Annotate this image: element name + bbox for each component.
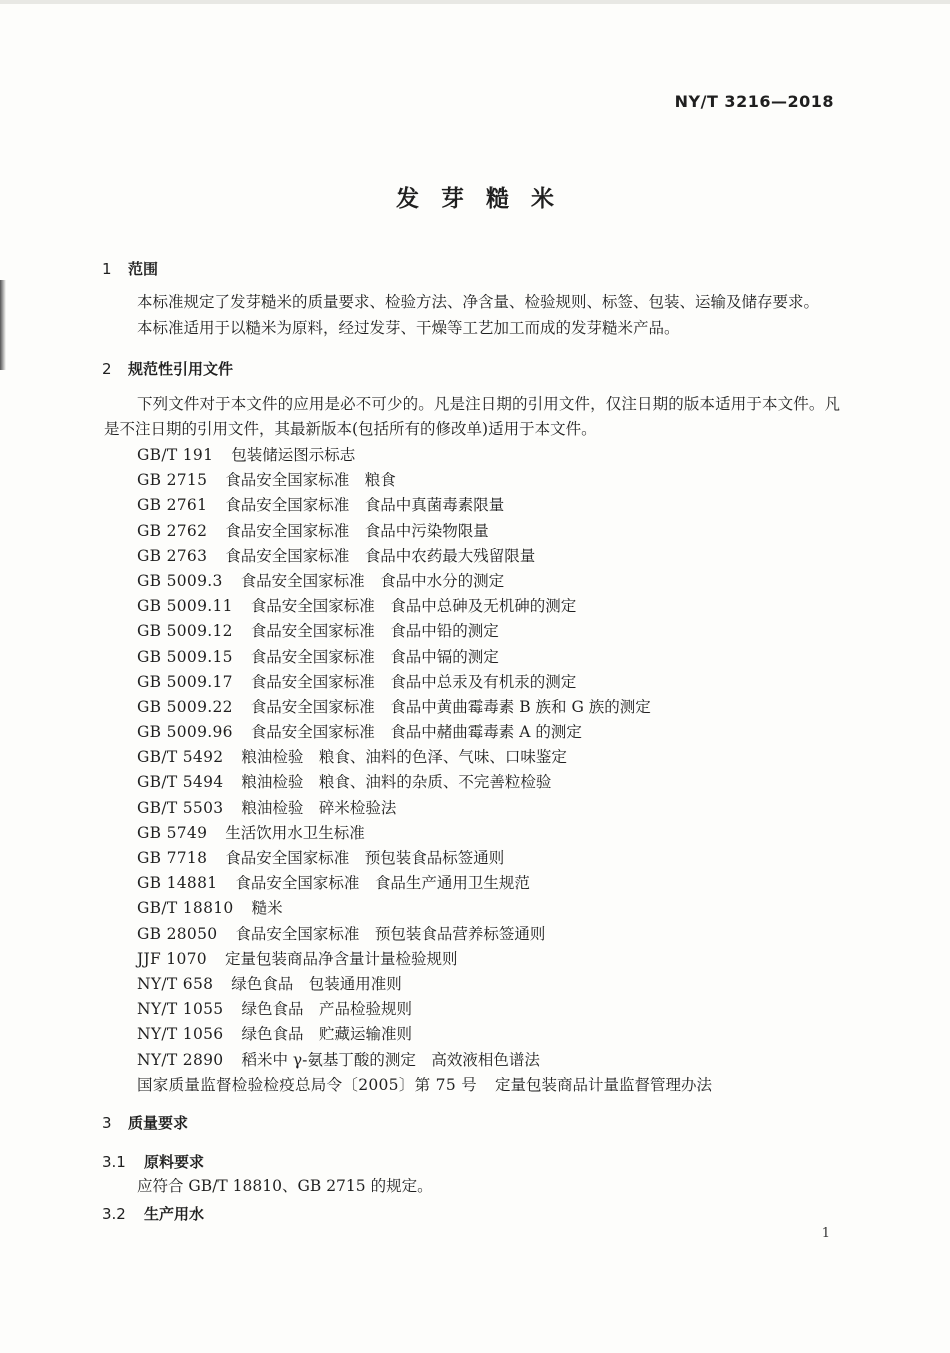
reference-title: 糙米 <box>251 899 283 918</box>
reference-code: NY/T 658 <box>137 974 214 993</box>
reference-code: GB/T 18810 <box>137 899 234 918</box>
reference-item <box>137 745 712 770</box>
document-title: 发芽糙米 <box>396 186 576 212</box>
reference-title: 食品安全国家标准 食品中农药最大残留限量 <box>225 546 536 565</box>
reference-title: 定量包装商品计量监督管理办法 <box>495 1075 713 1094</box>
reference-item <box>137 594 712 619</box>
reference-code: GB/T 5503 <box>137 798 224 817</box>
reference-title: 食品安全国家标准 食品中镉的测定 <box>250 647 499 666</box>
reference-title: 食品安全国家标准 食品中水分的测定 <box>240 571 505 590</box>
section-3-heading <box>102 1112 188 1133</box>
reference-code: GB/T 5494 <box>137 773 224 792</box>
reference-code: GB 2763 <box>137 546 208 565</box>
reference-title: 绿色食品 产品检验规则 <box>241 1000 412 1019</box>
reference-item <box>137 443 712 468</box>
reference-title: 食品安全国家标准 食品中真菌毒素限量 <box>225 496 505 515</box>
reference-code: JJF 1070 <box>137 949 207 968</box>
page-number: 1 <box>821 1226 830 1241</box>
reference-title: 粮油检验 碎米检验法 <box>241 798 397 817</box>
section-title: 规范性引用文件 <box>128 360 234 378</box>
references-intro: 下列文件对于本文件的应用是必不可少的。凡是注日期的引用文件，仅注日期的版本适用于本文件。凡是不注日期的引用文件，其最新版本(包括所有的修改单)适用于本文件。 <box>104 395 840 438</box>
reference-code: GB/T 5492 <box>137 748 224 767</box>
reference-item <box>137 569 712 594</box>
reference-title: 食品安全国家标准 食品中总砷及无机砷的测定 <box>250 597 577 616</box>
reference-title: 粮油检验 粮食、油料的杂质、不完善粒检验 <box>241 773 552 792</box>
reference-code: GB 5009.15 <box>137 647 233 666</box>
reference-title: 食品安全国家标准 预包装食品营养标签通则 <box>235 924 546 943</box>
reference-title: 食品安全国家标准 食品中赭曲霉毒素 A 的测定 <box>250 723 582 742</box>
reference-title: 食品安全国家标准 食品中污染物限量 <box>225 521 489 540</box>
scan-edge-top <box>0 0 950 4</box>
reference-item <box>137 544 712 569</box>
reference-title: 包装储运图示标志 <box>231 446 356 464</box>
section-number: 3.1 <box>102 1153 126 1171</box>
reference-item <box>137 695 712 720</box>
reference-code: GB 5749 <box>137 823 208 842</box>
section-title: 范围 <box>128 260 159 278</box>
reference-code: GB 5009.17 <box>137 672 233 691</box>
reference-code: GB 5009.96 <box>137 723 233 742</box>
reference-item <box>137 519 712 544</box>
reference-item <box>137 846 712 871</box>
section-number: 3.2 <box>102 1205 126 1223</box>
section-title: 质量要求 <box>128 1114 189 1132</box>
reference-code: GB 28050 <box>137 924 218 943</box>
reference-title: 绿色食品 包装通用准则 <box>231 974 402 993</box>
section-3-2-heading <box>102 1203 204 1224</box>
reference-code: GB 5009.3 <box>137 571 223 590</box>
reference-title: 食品安全国家标准 粮食 <box>225 471 396 490</box>
reference-list <box>137 443 712 1098</box>
reference-item <box>137 670 712 695</box>
reference-code: GB 14881 <box>137 874 218 893</box>
reference-item <box>137 922 712 947</box>
reference-title: 食品安全国家标准 食品生产通用卫生规范 <box>235 874 530 893</box>
reference-title: 粮油检验 粮食、油料的色泽、气味、口味鉴定 <box>241 748 567 767</box>
reference-code: NY/T 1056 <box>137 1025 224 1044</box>
reference-code: GB 2715 <box>137 471 208 490</box>
reference-item <box>137 770 712 795</box>
section-number: 3 <box>102 1114 112 1132</box>
section-number: 1 <box>102 260 112 278</box>
scope-paragraph-2: 本标准适用于以糙米为原料，经过发芽、干燥等工艺加工而成的发芽糙米产品。 <box>137 319 680 337</box>
reference-item <box>137 493 712 518</box>
reference-item <box>137 947 712 972</box>
reference-item <box>137 619 712 644</box>
reference-item <box>137 720 712 745</box>
reference-code: GB 5009.22 <box>137 697 233 716</box>
section-2-heading <box>102 358 233 379</box>
reference-title: 生活饮用水卫生标准 <box>225 823 365 842</box>
reference-title: 绿色食品 贮藏运输准则 <box>241 1025 412 1044</box>
standard-code: NY/T 3216—2018 <box>674 92 834 111</box>
reference-item <box>137 821 712 846</box>
reference-item <box>137 896 712 921</box>
reference-code: GB 2761 <box>137 496 208 515</box>
reference-code: GB 2762 <box>137 521 208 540</box>
reference-item <box>137 468 712 493</box>
reference-code: 国家质量监督检验检疫总局令〔2005〕第 75 号 <box>137 1075 478 1094</box>
reference-title: 食品安全国家标准 食品中总汞及有机汞的测定 <box>250 672 577 691</box>
reference-title: 食品安全国家标准 食品中铅的测定 <box>250 622 499 641</box>
reference-title: 稻米中 γ-氨基丁酸的测定 高效液相色谱法 <box>241 1050 540 1069</box>
reference-title: 食品安全国家标准 食品中黄曲霉毒素 B 族和 G 族的测定 <box>250 697 651 716</box>
reference-code: NY/T 2890 <box>137 1050 224 1069</box>
section-3-1-heading <box>102 1151 204 1172</box>
reference-title: 食品安全国家标准 预包装食品标签通则 <box>225 849 505 867</box>
reference-item <box>137 1048 712 1073</box>
raw-material-requirement: 应符合 GB/T 18810、GB 2715 的规定。 <box>137 1177 433 1195</box>
reference-code: GB 7718 <box>137 849 208 867</box>
scope-paragraph-1: 本标准规定了发芽糙米的质量要求、检验方法、净含量、检验规则、标签、包装、运输及储存要求。 <box>137 293 820 311</box>
reference-item <box>137 1073 712 1098</box>
section-number: 2 <box>102 360 112 378</box>
reference-code: GB/T 191 <box>137 446 214 464</box>
reference-item <box>137 871 712 896</box>
reference-code: GB 5009.11 <box>137 597 233 616</box>
reference-code: GB 5009.12 <box>137 622 233 641</box>
scan-edge-left <box>0 280 6 370</box>
reference-item <box>137 972 712 997</box>
section-title: 生产用水 <box>144 1205 205 1223</box>
reference-item <box>137 1022 712 1047</box>
reference-item <box>137 997 712 1022</box>
reference-item <box>137 645 712 670</box>
reference-code: NY/T 1055 <box>137 1000 224 1019</box>
reference-title: 定量包装商品净含量计量检验规则 <box>224 949 458 968</box>
section-1-heading <box>102 258 158 279</box>
reference-item <box>137 796 712 821</box>
section-title: 原料要求 <box>144 1153 205 1171</box>
